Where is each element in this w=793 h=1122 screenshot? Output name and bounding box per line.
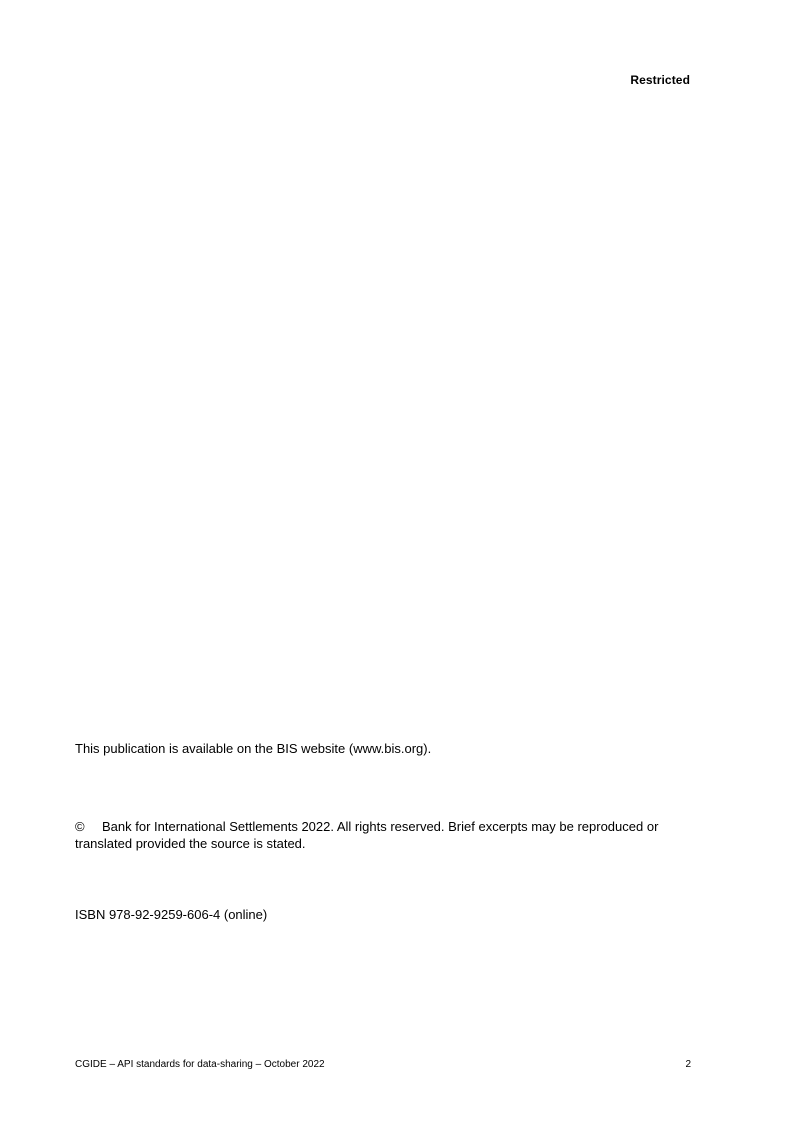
availability-notice: This publication is available on the BIS website (www.bis.org). — [75, 741, 432, 756]
page-footer — [75, 1058, 691, 1071]
copyright-icon: © — [75, 819, 85, 834]
copyright-notice — [75, 818, 695, 852]
footer-title: CGIDE – API standards for data-sharing – October 2022 — [75, 1059, 325, 1070]
isbn-number: ISBN 978-92-9259-606-4 (online) — [75, 907, 268, 922]
copyright-text: Bank for International Settlements 2022. All rights reserved. Brief excerpts may be reproduced or translated provided the source is stated. — [75, 819, 659, 851]
classification-label: Restricted — [630, 73, 690, 87]
page-number: 2 — [685, 1059, 691, 1070]
